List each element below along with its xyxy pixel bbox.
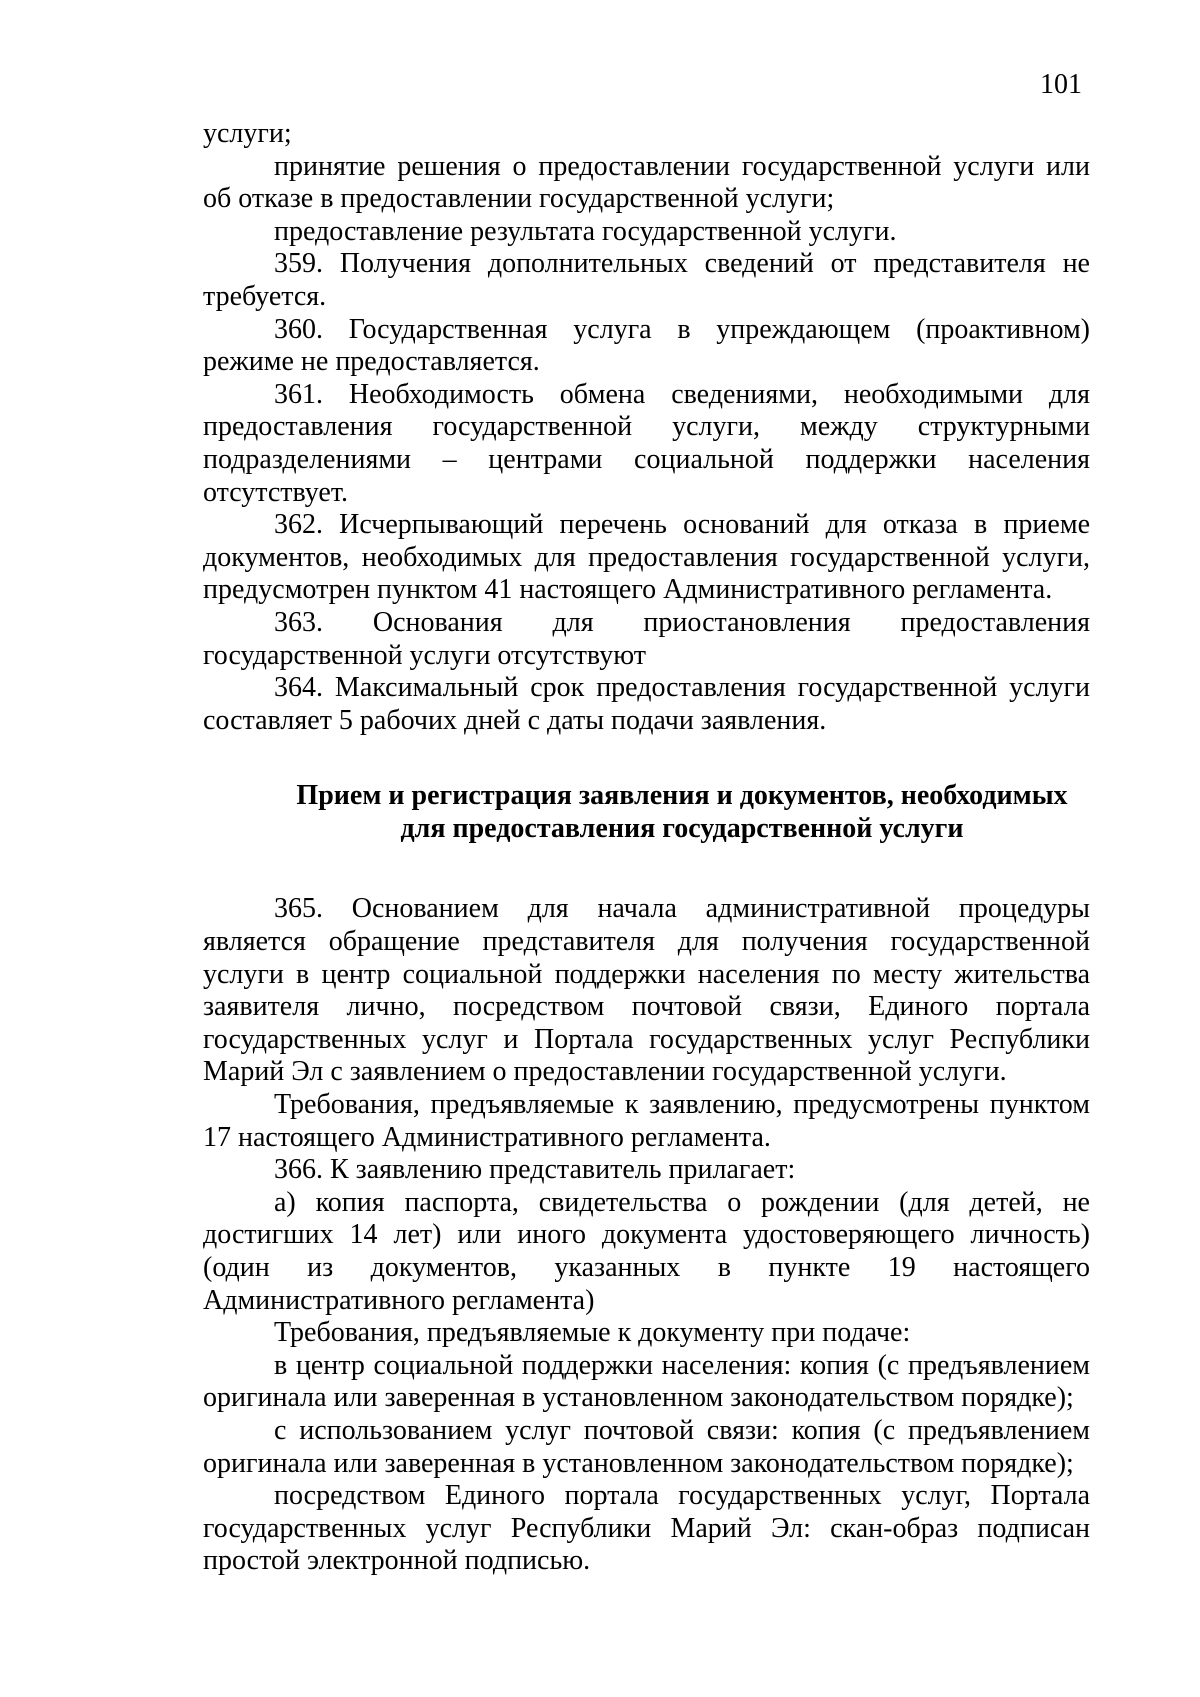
paragraph: с использованием услуг почтовой связи: копия (с предъявлением оригинала или заверенная в установленном законодательством порядке);: [203, 1414, 1090, 1479]
paragraph-item-361: 361. Необходимость обмена сведениями, необходимыми для предоставления государственной услуги, между структурными подразделениями – центрами социальной поддержки населения отсутствует.: [203, 378, 1090, 508]
paragraph: посредством Единого портала государственных услуг, Портала государственных услуг Республики Марий Эл: скан-образ подписан простой электронной подписью.: [203, 1480, 1090, 1577]
paragraph-item-362: 362. Исчерпывающий перечень оснований для отказа в приеме документов, необходимых для предоставления государственной услуги, предусмотрен пунктом 41 настоящего Административного регламента.: [203, 509, 1090, 606]
paragraph: Требования, предъявляемые к заявлению, предусмотрены пунктом 17 настоящего Административного регламента.: [203, 1089, 1090, 1153]
section-heading: [203, 780, 1090, 845]
section-heading-line: для предоставления государственной услуги: [400, 812, 964, 844]
paragraph-subitem-a: а) копия паспорта, свидетельства о рождении (для детей, не достигших 14 лет) или иного документа удостоверяющего личность) (один из документов, указанных в пункте 19 настоящего Административного регламента): [203, 1186, 1090, 1316]
paragraph: Требования, предъявляемые к документу при подаче:: [274, 1317, 911, 1349]
paragraph-item-365: 365. Основанием для начала административной процедуры является обращение представителя для получения государственной услуги в центр социальной поддержки населения по месту жительства заявителя лично, посредством почтовой связи, Единого портала государственных услуг и Портала государственных услуг Республики Марий Эл с заявлением о предоставлении государственной услуги.: [203, 893, 1090, 1088]
section-heading-line: Прием и регистрация заявления и документов, необходимых: [296, 780, 1068, 812]
paragraph-item-360: 360. Государственная услуга в упреждающем (проактивном) режиме не предоставляется.: [203, 313, 1090, 378]
paragraph-item-364: 364. Максимальный срок предоставления государственной услуги составляет 5 рабочих дней с даты подачи заявления.: [203, 672, 1090, 736]
paragraph-item-366: 366. К заявлению представитель прилагает:: [274, 1154, 796, 1186]
page-number: 101: [1040, 69, 1082, 100]
paragraph-item-363: 363. Основания для приостановления предоставления государственной услуги отсутствуют: [203, 606, 1090, 671]
paragraph: предоставление результата государственной услуги.: [274, 215, 897, 247]
paragraph: в центр социальной поддержки населения: копия (с предъявлением оригинала или заверенная в установленном законодательством порядке);: [203, 1349, 1090, 1414]
document-body: [203, 118, 1090, 1578]
paragraph-item-359: 359. Получения дополнительных сведений от представителя не требуется.: [203, 248, 1090, 312]
paragraph: принятие решения о предоставлении государственной услуги или об отказе в предоставлении государственной услуги;: [203, 150, 1090, 215]
paragraph: услуги;: [203, 118, 292, 149]
